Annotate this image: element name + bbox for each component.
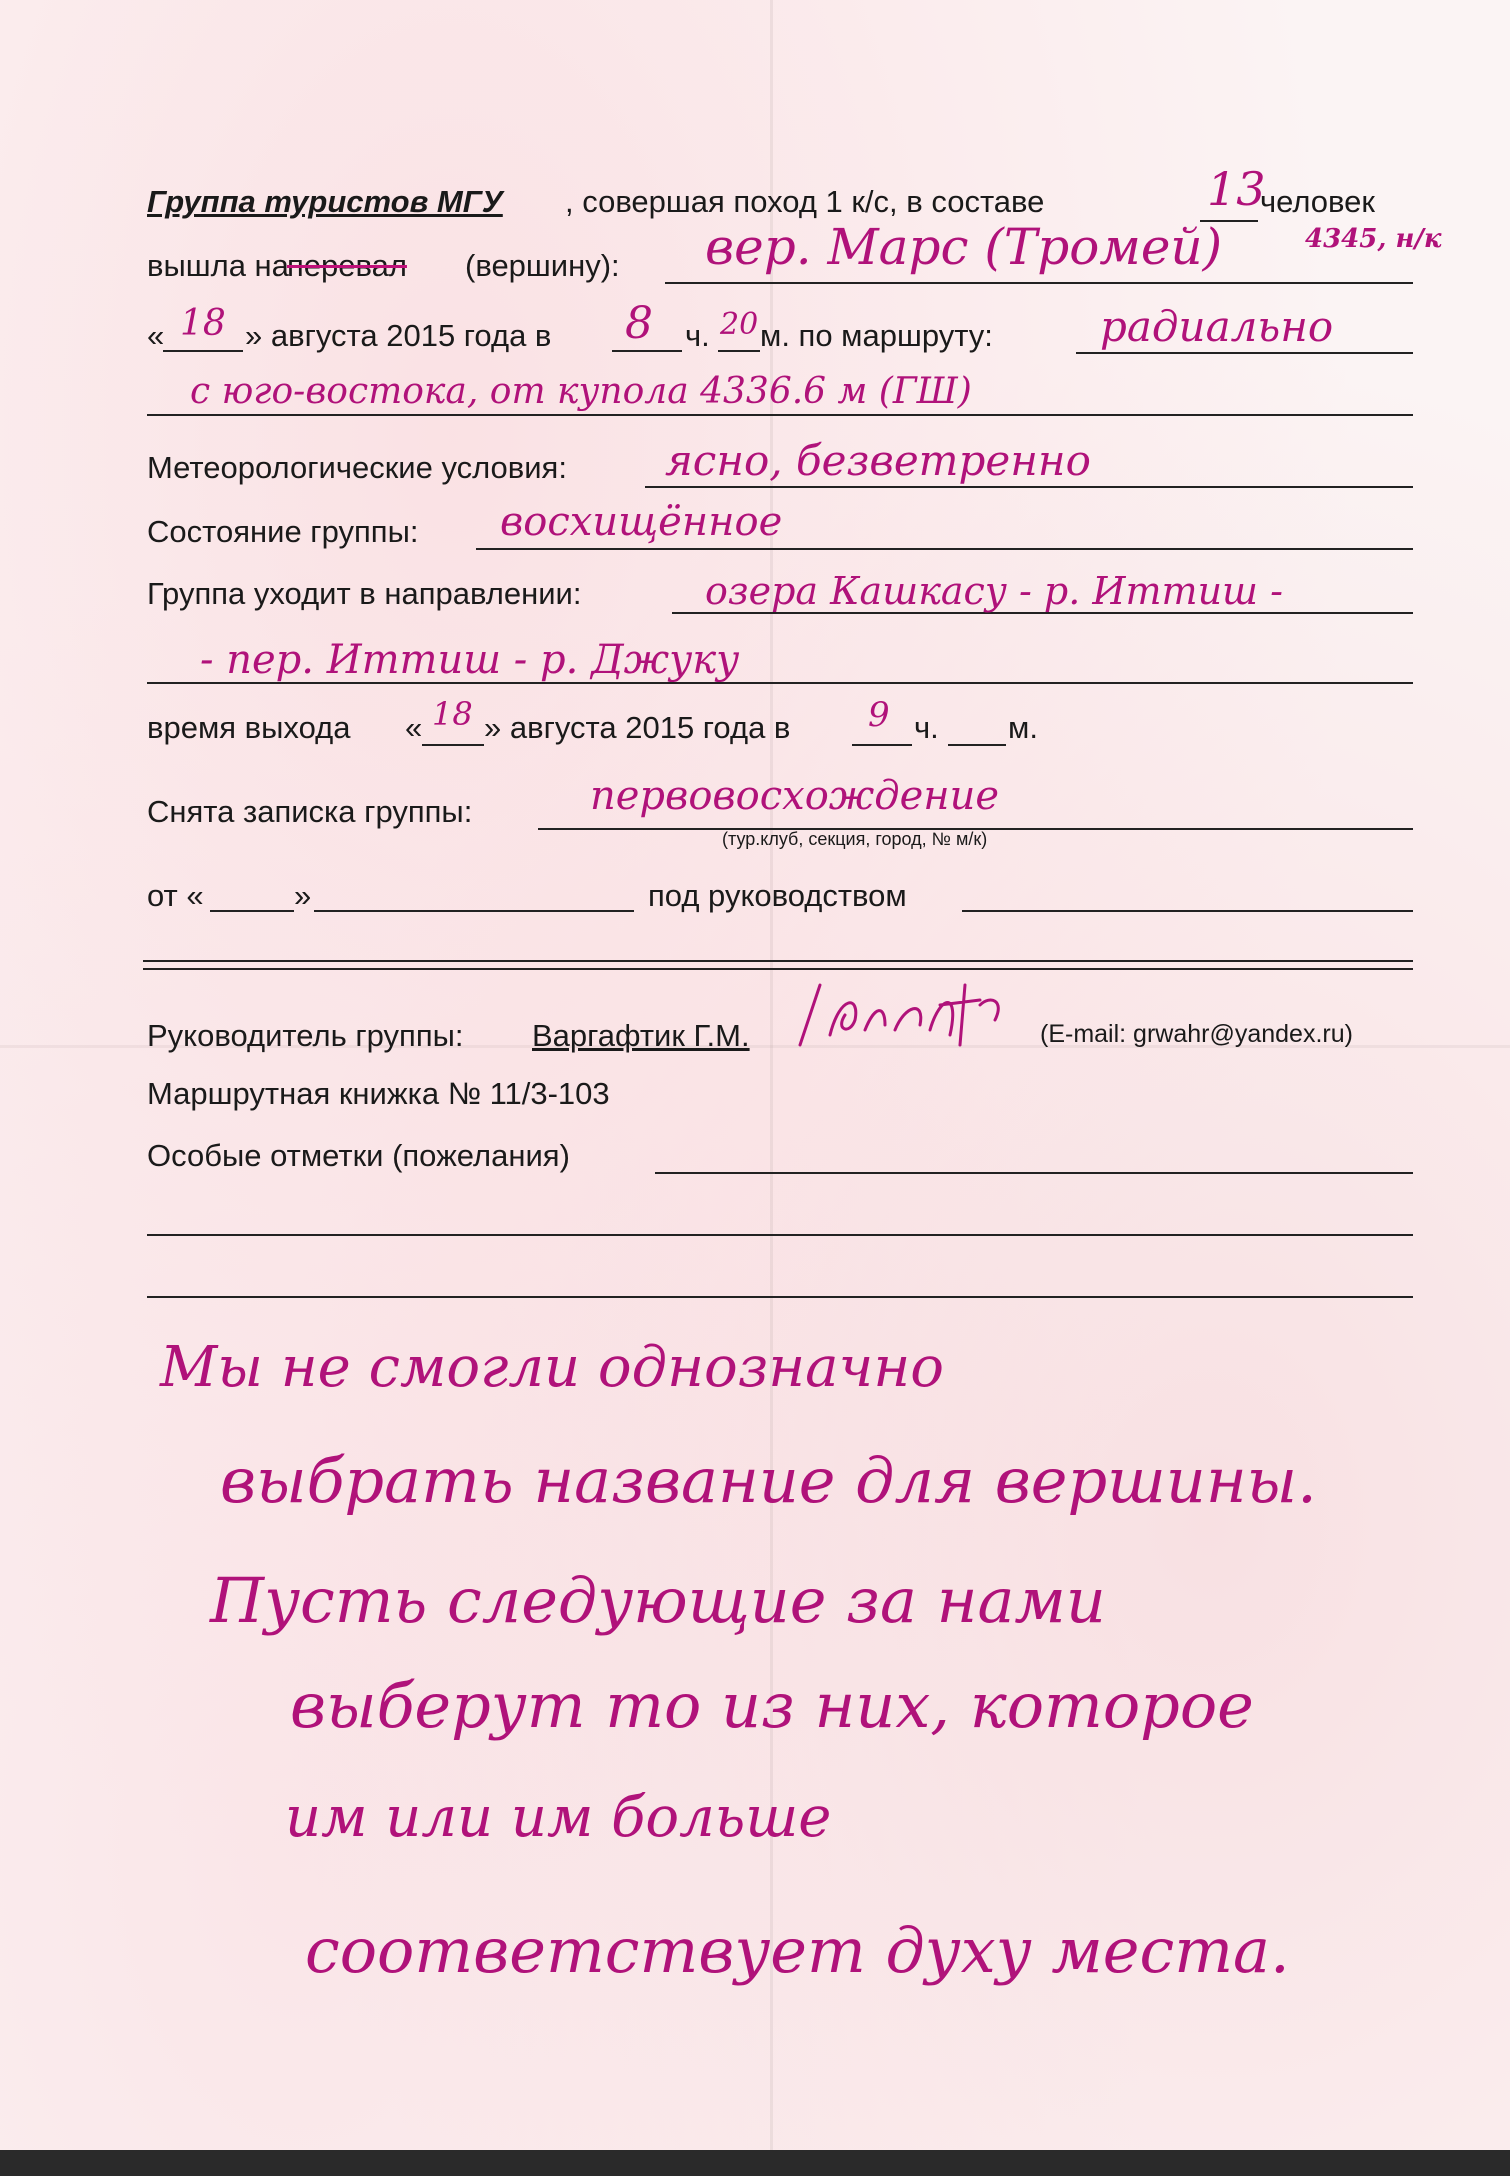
hw-state: восхищённое (500, 499, 783, 545)
hw-peak-height: 4345, н/к (1305, 224, 1442, 254)
from-day-underline (210, 910, 294, 912)
leader-underline (962, 910, 1413, 912)
leader-name: Варгафтик Г.М. (532, 1018, 750, 1053)
meteo-label: Метеорологические условия: (147, 450, 567, 485)
route-underline-2 (147, 414, 1413, 416)
hw-meteo: ясно, безветренно (665, 436, 1091, 485)
route-book: Маршрутная книжка № 11/3-103 (147, 1076, 610, 1111)
exit-minute-label: м. (1008, 710, 1038, 745)
exit-hour-underline (852, 744, 912, 746)
state-label: Состояние группы: (147, 514, 419, 549)
hour-label: ч. (685, 318, 710, 353)
hw-count: 13 (1207, 162, 1266, 216)
exit-hour-label: ч. (914, 710, 939, 745)
exit-open: « (405, 710, 423, 745)
struck-pass: перевал (287, 248, 407, 283)
leader-under-label: под руководством (648, 878, 907, 913)
direction-label: Группа уходит в направлении: (147, 576, 582, 611)
date-open: « (147, 318, 165, 353)
meteo-underline (645, 486, 1413, 488)
hw-hour: 8 (625, 298, 653, 349)
hour-underline (612, 350, 682, 352)
hw-note: первовосхождение (590, 773, 1000, 819)
line1-end: человек (1260, 184, 1375, 219)
hw-note-line-3: Пусть следующие за нами (210, 1564, 1106, 1637)
remarks-underline-2 (147, 1234, 1413, 1236)
group-title: Группа туристов МГУ (147, 184, 503, 219)
line2-start: вышла на (147, 248, 289, 283)
hw-direction-1: озера Кашкасу - р. Иттиш - (705, 569, 1283, 613)
from-underline (314, 910, 634, 912)
leader-signature (790, 975, 1030, 1055)
scan-edge (0, 2150, 1510, 2176)
line1-text: , совершая поход 1 к/с, в составе (565, 184, 1045, 219)
hw-note-line-6: соответствует духу места. (305, 1914, 1290, 1987)
route-label: м. по маршруту: (760, 318, 993, 353)
leader-email: (E-mail: grwahr@yandex.ru) (1040, 1020, 1353, 1048)
hw-minute: 20 (720, 307, 759, 342)
leader-label: Руководитель группы: (147, 1018, 464, 1053)
exit-text: » августа 2015 года в (484, 710, 791, 745)
hw-exit-day: 18 (432, 695, 473, 733)
hw-day: 18 (180, 303, 226, 344)
exit-minute-underline (948, 744, 1006, 746)
section-separator (143, 960, 1413, 970)
hw-exit-hour: 9 (868, 695, 890, 735)
hw-note-line-4: выберут то из них, которое (290, 1669, 1254, 1742)
date-text: » августа 2015 года в (245, 318, 552, 353)
note-hint: (тур.клуб, секция, город, № м/к) (722, 829, 988, 849)
peak-underline (665, 282, 1413, 284)
remarks-label: Особые отметки (пожелания) (147, 1138, 570, 1173)
hw-note-line-5: им или им больше (285, 1785, 832, 1850)
day-underline (163, 350, 243, 352)
remarks-underline-1 (655, 1172, 1413, 1174)
hw-route-2: с юго-востока, от купола 4336.6 м (ГШ) (190, 371, 972, 412)
hw-note-line-2: выбрать название для вершины. (220, 1444, 1317, 1517)
hw-route-1: радиально (1100, 302, 1334, 351)
from-close: » (294, 878, 312, 913)
line2-end: (вершину): (465, 248, 620, 283)
from-label: от « (147, 878, 204, 913)
remarks-underline-3 (147, 1296, 1413, 1298)
exit-day-underline (422, 744, 484, 746)
hw-peak: вер. Марс (Тромей) (705, 218, 1223, 276)
exit-label: время выхода (147, 710, 351, 745)
note-label: Снята записка группы: (147, 794, 473, 829)
state-underline (476, 548, 1413, 550)
minute-underline (718, 350, 760, 352)
hw-direction-2: - пер. Иттиш - р. Джуку (200, 637, 740, 683)
route-underline-1 (1076, 352, 1413, 354)
hw-note-line-1: Мы не смогли однозначно (160, 1335, 944, 1400)
